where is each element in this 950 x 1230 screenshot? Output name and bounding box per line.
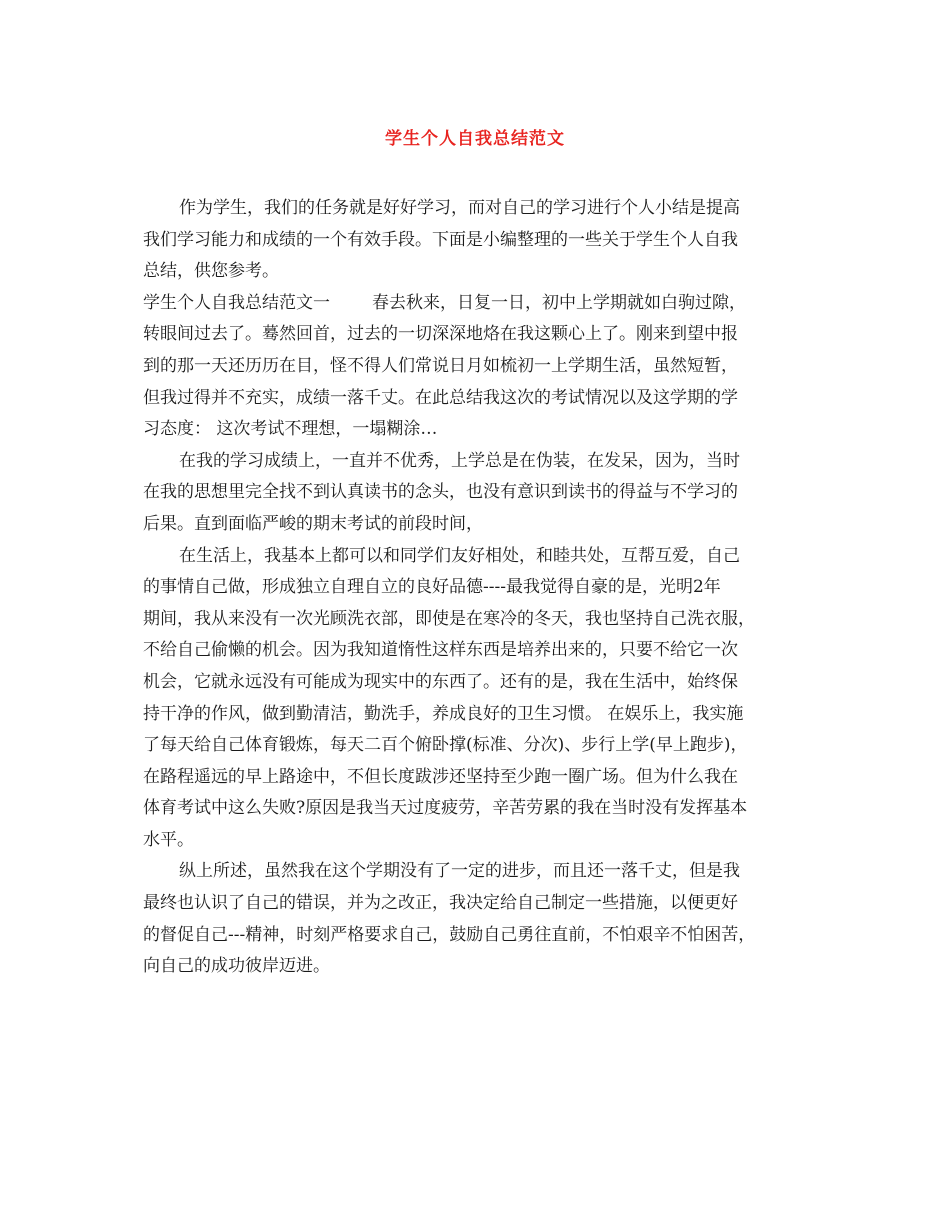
paragraph-line: 纵上所述，虽然我在这个学期没有了一定的进步，而且还一落千丈，但是我 [179,861,740,882]
paragraph-line: 水平。 [143,829,194,850]
paragraph-line: 但我过得并不充实，成绩一落千丈。在此总结我这次的考试情况以及这学期的学 [143,387,738,408]
paragraph-line: 转眼间过去了。蓦然回首，过去的一切深深地烙在我这颗心上了。刚来到望中报 [143,324,738,345]
paragraph-line: 后果。直到面临严峻的期末考试的前段时间， [143,513,483,534]
paragraph-line: 了每天给自己体育锻炼，每天二百个俯卧撑(标准、分次)、步行上学(早上跑步)， [143,735,748,756]
paragraph-line: 在生活上，我基本上都可以和同学们友好相处，和睦共处，互帮互爱，自己 [179,545,740,566]
section-heading: 学生个人自我总结范文一 [143,292,330,313]
paragraph-line: 持干净的作风，做到勤清洁，勤洗手，养成良好的卫生习惯。 在娱乐上，我实施 [143,703,744,724]
paragraph-line: 在路程遥远的早上路途中，不但长度跋涉还坚持至少跑一圈广场。但为什么我在 [143,766,738,787]
paragraph-line: 体育考试中这么失败?原因是我当天过度疲劳，辛苦劳累的我在当时没有发挥基本 [143,798,748,819]
paragraph-line: 不给自己偷懒的机会。因为我知道惰性这样东西是培养出来的，只要不给它一次 [143,640,738,661]
paragraph-line: 机会，它就永远没有可能成为现实中的东西了。还有的是，我在生活中，始终保 [143,671,738,692]
paragraph-line: 在我的学习成绩上，一直并不优秀，上学总是在伪装，在发呆，因为，当时 [179,450,740,471]
paragraph-line-with-heading [143,288,823,320]
document-body [143,193,823,983]
paragraph-line: 在我的思想里完全找不到认真读书的念头，也没有意识到读书的得益与不学习的 [143,482,738,503]
paragraph-line: 总结，供您参考。 [143,261,279,282]
paragraph-line: 我们学习能力和成绩的一个有效手段。下面是小编整理的一些关于学生个人自我 [143,229,738,250]
paragraph-line: 期间，我从来没有一次光顾洗衣部，即使是在寒冷的冬天，我也坚持自己洗衣服， [143,608,755,629]
document-title: 学生个人自我总结范文 [385,129,565,149]
paragraph-line: 的督促自己---精神，时刻严格要求自己，鼓励自己勇往直前，不怕艰辛不怕困苦， [143,924,756,945]
paragraph-line: 向自己的成功彼岸迈进。 [143,956,330,977]
paragraph-line: 的事情自己做，形成独立自理自立的良好品德----最我觉得自豪的是，光明2年 [143,577,721,598]
paragraph-line: 到的那一天还历历在目，怪不得人们常说日月如梳初一上学期生活，虽然短暂， [143,355,738,376]
paragraph-text: 春去秋来，日复一日，初中上学期就如白驹过隙， [372,292,746,313]
paragraph-line: 最终也认识了自己的错误，并为之改正，我决定给自己制定一些措施，以便更好 [143,893,738,914]
paragraph-line: 习态度： 这次考试不理想，一塌糊涂… [143,419,438,440]
paragraph-line: 作为学生，我们的任务就是好好学习，而对自己的学习进行个人小结是提高 [179,198,740,218]
